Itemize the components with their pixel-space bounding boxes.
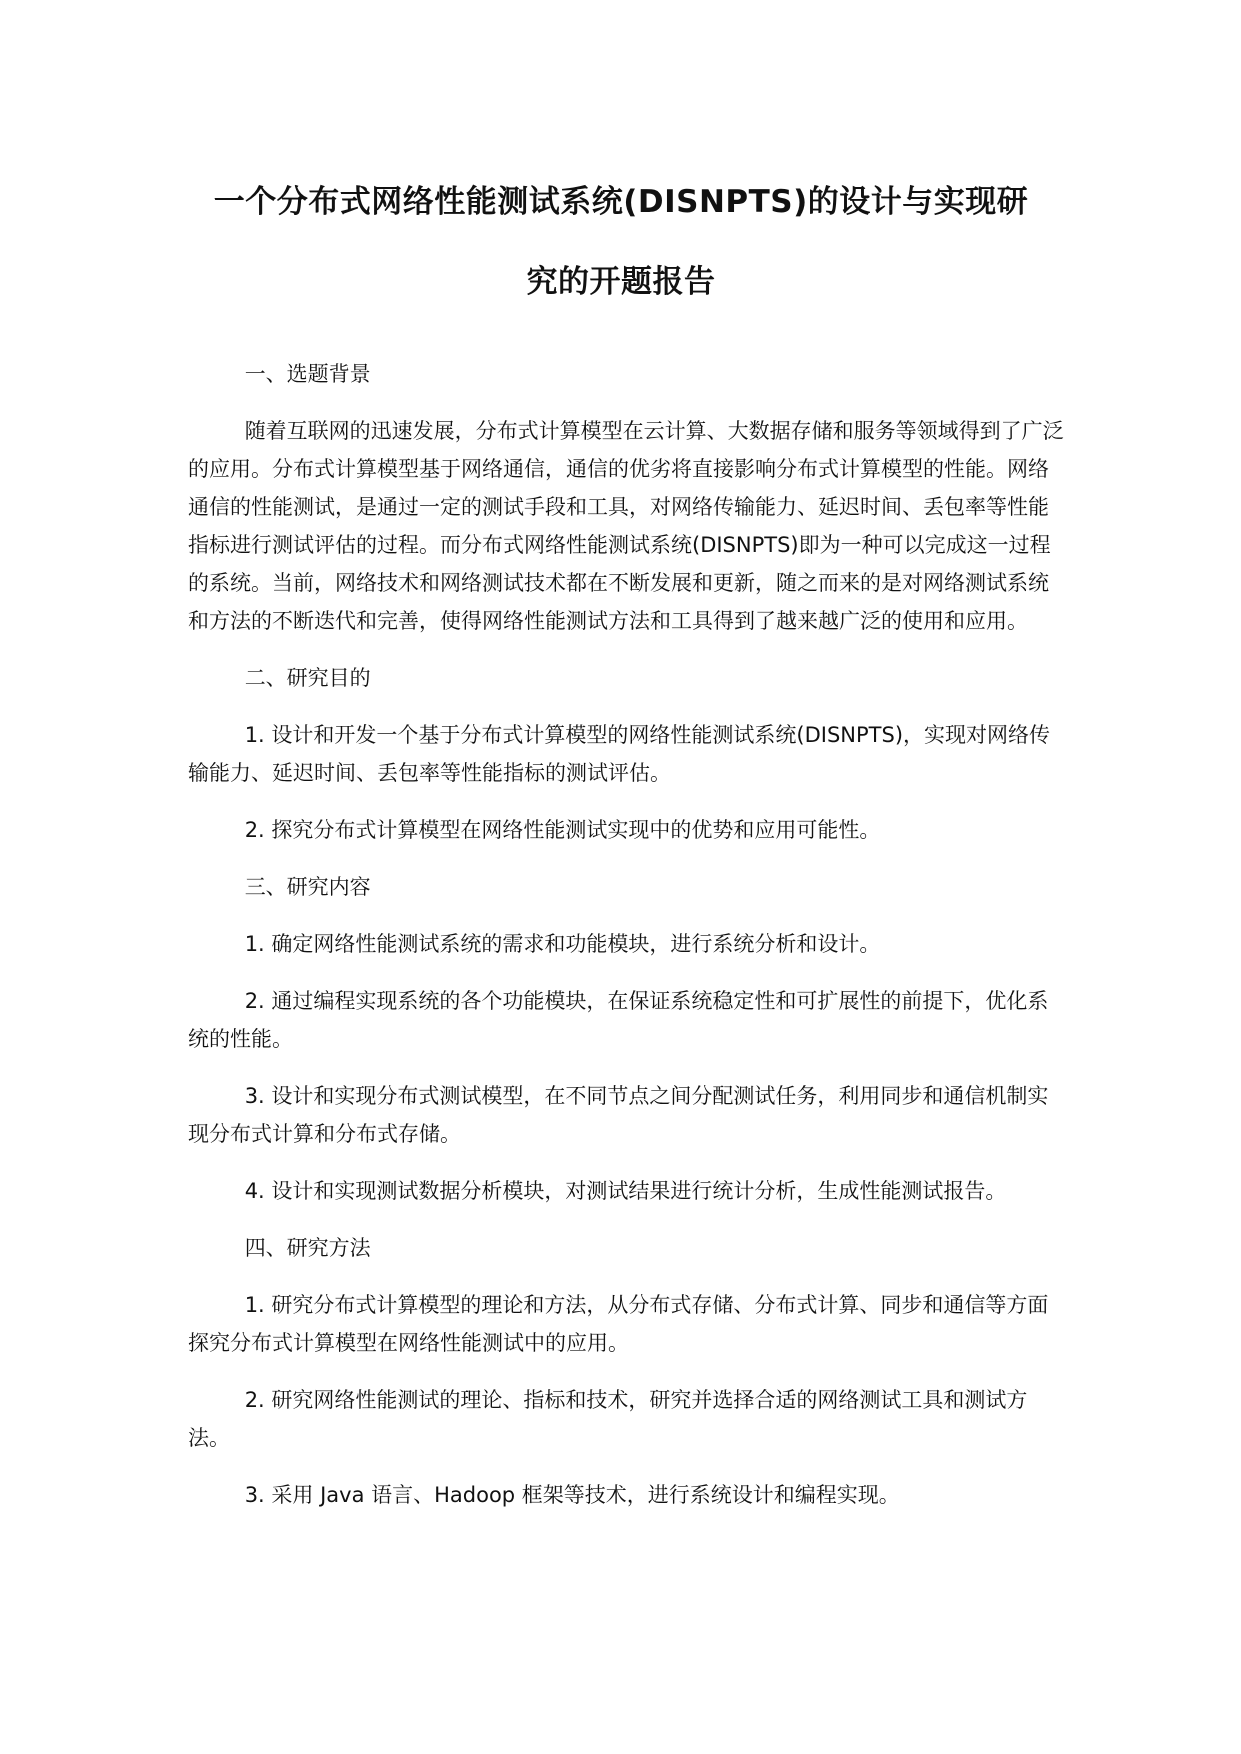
paragraph: 2. 研究网络性能测试的理论、指标和技术，研究并选择合适的网络测试工具和测试方法。 — [188, 1388, 1028, 1450]
paragraph: 1. 研究分布式计算模型的理论和方法，从分布式存储、分布式计算、同步和通信等方面探究分布式计算模型在网络性能测试中的应用。 — [188, 1293, 1049, 1355]
section-heading-content: 三、研究内容 — [244, 875, 371, 899]
title-line-1: 一个分布式网络性能测试系统(DISNPTS)的设计与实现研 — [213, 184, 1029, 220]
paragraph: 随着互联网的迅速发展，分布式计算模型在云计算、大数据存储和服务等领域得到了广泛的应用。分布式计算模型基于网络通信，通信的优劣将直接影响分布式计算模型的性能。网络通信的性能测试，是通过一定的测试手段和工具，对网络传输能力、延迟时间、丢包率等性能指标进行测试评估的过程。而分布式网络性能测试系统(DISNPTS)即为一种可以完成这一过程的系统。当前，网络技术和网络测试技术都在不断发展和更新，随之而来的是对网络测试系统和方法的不断迭代和完善，使得网络性能测试方法和工具得到了越来越广泛的使用和应用。 — [188, 419, 1064, 633]
paragraph: 1. 确定网络性能测试系统的需求和功能模块，进行系统分析和设计。 — [244, 932, 881, 956]
document-title — [186, 162, 1056, 322]
paragraph: 3. 设计和实现分布式测试模型，在不同节点之间分配测试任务，利用同步和通信机制实现分布式计算和分布式存储。 — [188, 1084, 1049, 1146]
paragraph: 2. 探究分布式计算模型在网络性能测试实现中的优势和应用可能性。 — [244, 818, 881, 842]
document-body — [188, 355, 1066, 1533]
title-line-2: 究的开题报告 — [526, 264, 716, 300]
section-heading-purpose: 二、研究目的 — [244, 666, 371, 690]
paragraph: 1. 设计和开发一个基于分布式计算模型的网络性能测试系统(DISNPTS)，实现对网络传输能力、延迟时间、丢包率等性能指标的测试评估。 — [188, 723, 1051, 785]
paragraph: 3. 采用 Java 语言、Hadoop 框架等技术，进行系统设计和编程实现。 — [244, 1483, 900, 1507]
section-heading-methods: 四、研究方法 — [244, 1236, 371, 1260]
section-heading-background: 一、选题背景 — [244, 362, 371, 386]
paragraph: 4. 设计和实现测试数据分析模块，对测试结果进行统计分析，生成性能测试报告。 — [244, 1179, 1007, 1203]
paragraph: 2. 通过编程实现系统的各个功能模块，在保证系统稳定性和可扩展性的前提下，优化系统的性能。 — [188, 989, 1049, 1051]
